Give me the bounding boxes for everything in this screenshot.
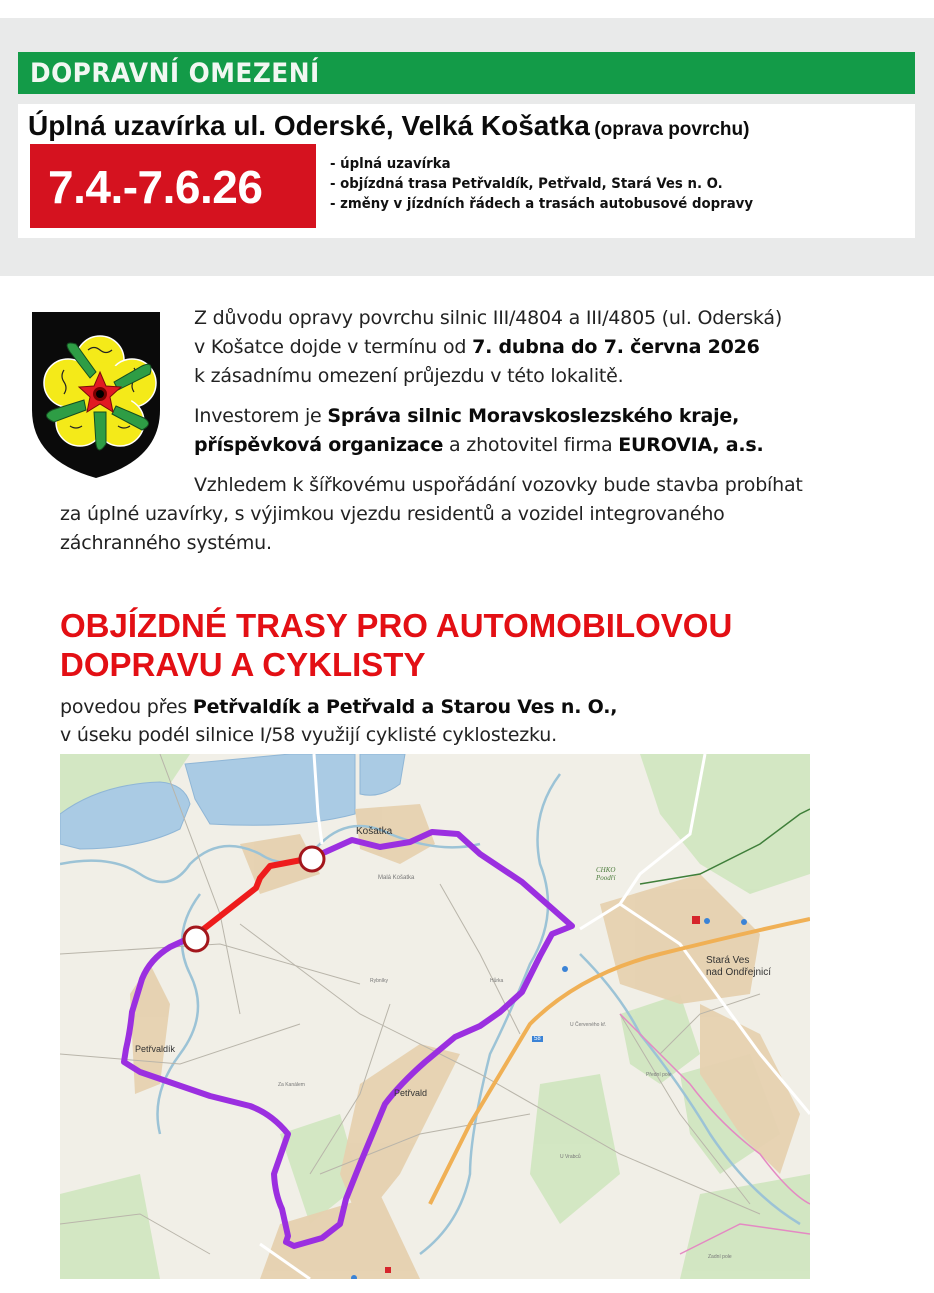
map-label-stara-ves: [706, 955, 771, 979]
text-line: k zásadnímu omezení průjezdu v této lokalitě.: [194, 365, 624, 387]
map-label-rybniky: Rybníky: [370, 978, 389, 984]
detour-map: [60, 754, 810, 1279]
bullet-item: - změny v jízdních řádech a trasách autobusové dopravy: [330, 196, 754, 212]
detour-heading: [60, 606, 732, 684]
closure-bullets: [330, 154, 775, 214]
text-line: v úseku podél silnice I/58 využijí cyklisté cyklostezku.: [60, 724, 557, 746]
contractor-name: EUROVIA, a.s.: [618, 434, 764, 456]
date-range-text: 7.4.-7.6.26: [48, 161, 263, 213]
text-span: Vzhledem k šířkovému uspořádání vozovky bude stavba probíhat: [194, 474, 803, 496]
map-label-line: Stará Ves: [706, 955, 750, 966]
detour-towns: Petřvaldík a Petřvald a Starou Ves n. O.,: [192, 696, 618, 718]
intro-paragraph-1: [194, 304, 782, 391]
map-label-line: CHKO: [596, 866, 616, 874]
text-span: v Košatce dojde v termínu od: [194, 336, 473, 358]
map-label-u-vrabcu: U Vrabců: [560, 1154, 581, 1160]
investor-type: příspěvková organizace: [194, 434, 444, 456]
text-line: [194, 431, 764, 460]
map-label-mala-kosatka: Malá Košatka: [378, 875, 415, 881]
date-range-badge: [30, 144, 316, 228]
bullet-item: - objízdná trasa Petřvaldík, Petřvald, Stará Ves n. O.: [330, 176, 723, 192]
map-label-petrvaldik: Petřvaldík: [135, 1044, 176, 1054]
coat-of-arms-rose-icon: [30, 310, 162, 480]
closure-dates-bold: 7. dubna do 7. června 2026: [472, 336, 760, 358]
investor-name: Správa silnic Moravskoslezského kraje,: [327, 405, 740, 427]
map-label-chko-poodri: [596, 866, 615, 882]
heading-line: OBJÍZDNÉ TRASY PRO AUTOMOBILOVOU: [60, 607, 733, 644]
text-line: [60, 693, 617, 721]
map-label-horka: Hůrka: [490, 978, 504, 984]
text-line: [194, 402, 764, 431]
text-line: za úplné uzavírky, s výjimkou vjezdu residentů a vozidel integrovaného: [60, 503, 725, 525]
text-line: [194, 333, 782, 362]
bullet-item: - úplná uzavírka: [330, 156, 451, 172]
closure-title-main: Úplná uzavírka ul. Oderské, Velká Košatka: [28, 110, 590, 141]
text-line: záchranného systému.: [60, 532, 272, 554]
detour-description: [60, 693, 617, 749]
map-label-line: Poodří: [596, 874, 616, 882]
map-label-predni-pole: Přední pole: [646, 1072, 672, 1078]
closure-card: [18, 104, 915, 238]
category-label: DOPRAVNÍ OMEZENÍ: [30, 58, 320, 89]
text-span: a zhotovitel firma: [443, 434, 619, 456]
map-label-za-kanalem: Za Kanálem: [278, 1082, 305, 1088]
text-line: [60, 471, 803, 500]
text-line: Z důvodu opravy povrchu silnic III/4804 a III/4805 (ul. Oderská): [194, 307, 783, 329]
category-bar: [18, 52, 915, 94]
heading-line: DOPRAVU A CYKLISTY: [60, 646, 426, 683]
intro-paragraph-2: [194, 402, 764, 460]
map-label-kosatka: Košatka: [356, 826, 393, 837]
map-label-line: nad Ondřejnicí: [706, 967, 772, 978]
map-label-u-cerveneho-kr: U Červeného kř.: [570, 1022, 607, 1028]
map-label-zadni-pole: Zadní pole: [708, 1254, 732, 1260]
closure-title-note: (oprava povrchu): [594, 119, 750, 140]
road-shield-58: 58: [534, 1036, 541, 1042]
map-label-petrvald: Petřvald: [394, 1088, 428, 1098]
text-span: povedou přes: [60, 696, 193, 718]
intro-paragraph-3: [60, 471, 803, 558]
closure-title: [28, 110, 749, 142]
text-span: Investorem je: [194, 405, 328, 427]
